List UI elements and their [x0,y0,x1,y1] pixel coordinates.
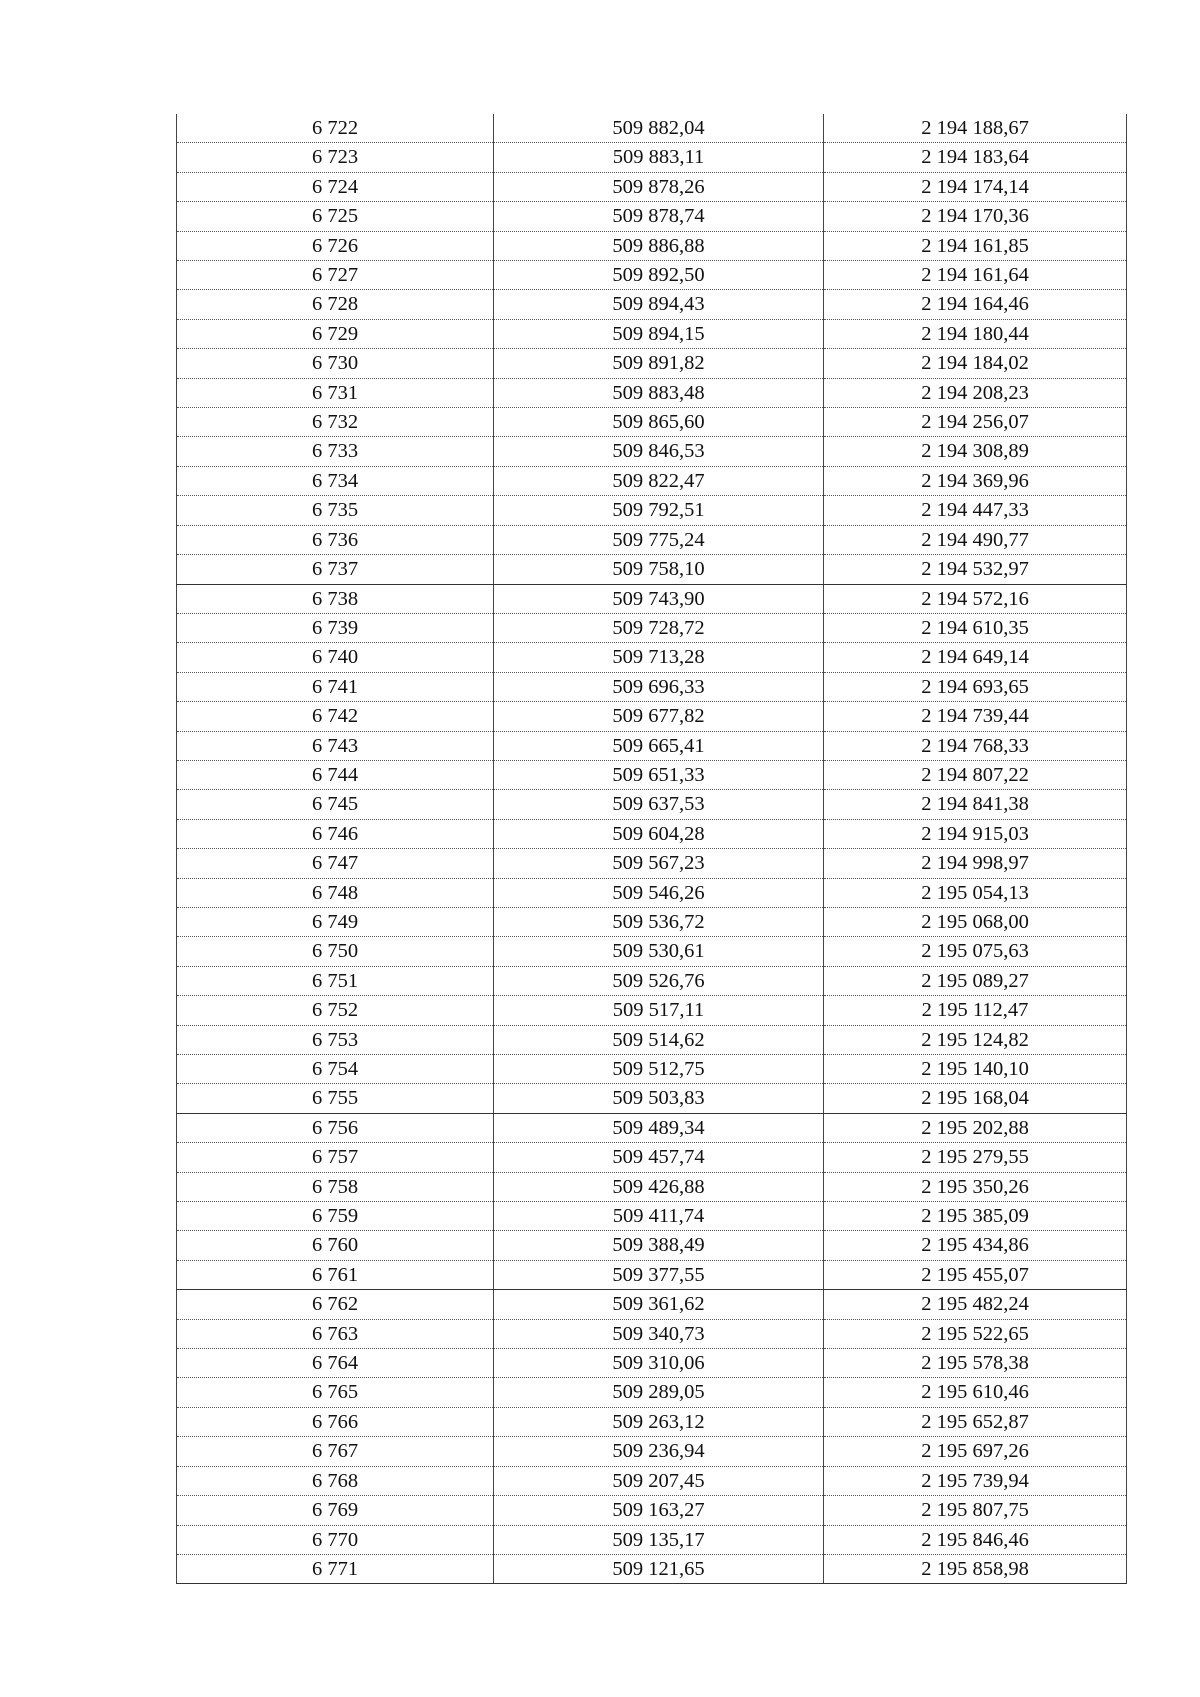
y-coordinate-cell: 2 194 208,23 [824,378,1127,407]
x-coordinate-cell: 509 135,17 [494,1525,824,1554]
table-row [177,1025,1127,1054]
y-coordinate-cell: 2 195 054,13 [824,878,1127,907]
point-number-cell: 6 767 [177,1437,494,1466]
y-coordinate-cell: 2 194 768,33 [824,731,1127,760]
x-coordinate-cell: 509 696,33 [494,672,824,701]
x-coordinate-cell: 509 878,26 [494,172,824,201]
table-row [177,202,1127,231]
point-number-cell: 6 759 [177,1202,494,1231]
x-coordinate-cell: 509 878,74 [494,202,824,231]
x-coordinate-cell: 509 388,49 [494,1231,824,1260]
x-coordinate-cell: 509 517,11 [494,996,824,1025]
y-coordinate-cell: 2 194 183,64 [824,143,1127,172]
y-coordinate-cell: 2 195 455,07 [824,1260,1127,1289]
y-coordinate-cell: 2 194 180,44 [824,319,1127,348]
table-row [177,1349,1127,1378]
y-coordinate-cell: 2 194 739,44 [824,702,1127,731]
y-coordinate-cell: 2 194 841,38 [824,790,1127,819]
point-number-cell: 6 728 [177,290,494,319]
y-coordinate-cell: 2 195 202,88 [824,1113,1127,1142]
x-coordinate-cell: 509 743,90 [494,584,824,613]
table-row [177,1290,1127,1319]
point-number-cell: 6 724 [177,172,494,201]
x-coordinate-cell: 509 604,28 [494,819,824,848]
point-number-cell: 6 762 [177,1290,494,1319]
coordinates-table-body [177,114,1127,1584]
y-coordinate-cell: 2 194 490,77 [824,525,1127,554]
table-row [177,114,1127,143]
y-coordinate-cell: 2 194 610,35 [824,613,1127,642]
y-coordinate-cell: 2 194 693,65 [824,672,1127,701]
table-row [177,996,1127,1025]
point-number-cell: 6 735 [177,496,494,525]
x-coordinate-cell: 509 263,12 [494,1407,824,1436]
x-coordinate-cell: 509 891,82 [494,349,824,378]
y-coordinate-cell: 2 194 164,46 [824,290,1127,319]
x-coordinate-cell: 509 792,51 [494,496,824,525]
x-coordinate-cell: 509 121,65 [494,1554,824,1583]
table-row [177,672,1127,701]
y-coordinate-cell: 2 195 068,00 [824,907,1127,936]
table-row [177,1084,1127,1113]
table-row [177,496,1127,525]
y-coordinate-cell: 2 195 112,47 [824,996,1127,1025]
y-coordinate-cell: 2 194 572,16 [824,584,1127,613]
table-row [177,525,1127,554]
x-coordinate-cell: 509 377,55 [494,1260,824,1289]
x-coordinate-cell: 509 886,88 [494,231,824,260]
y-coordinate-cell: 2 195 610,46 [824,1378,1127,1407]
table-row [177,1260,1127,1289]
x-coordinate-cell: 509 411,74 [494,1202,824,1231]
x-coordinate-cell: 509 892,50 [494,261,824,290]
y-coordinate-cell: 2 195 807,75 [824,1496,1127,1525]
table-row [177,760,1127,789]
point-number-cell: 6 744 [177,760,494,789]
y-coordinate-cell: 2 195 578,38 [824,1349,1127,1378]
x-coordinate-cell: 509 728,72 [494,613,824,642]
point-number-cell: 6 746 [177,819,494,848]
table-row [177,966,1127,995]
y-coordinate-cell: 2 195 846,46 [824,1525,1127,1554]
table-row [177,1525,1127,1554]
y-coordinate-cell: 2 194 256,07 [824,408,1127,437]
coordinates-table [176,114,1127,1584]
x-coordinate-cell: 509 713,28 [494,643,824,672]
point-number-cell: 6 727 [177,261,494,290]
y-coordinate-cell: 2 195 350,26 [824,1172,1127,1201]
table-row [177,319,1127,348]
x-coordinate-cell: 509 546,26 [494,878,824,907]
y-coordinate-cell: 2 195 858,98 [824,1554,1127,1583]
point-number-cell: 6 736 [177,525,494,554]
point-number-cell: 6 754 [177,1055,494,1084]
y-coordinate-cell: 2 195 075,63 [824,937,1127,966]
table-row [177,1554,1127,1583]
y-coordinate-cell: 2 195 697,26 [824,1437,1127,1466]
y-coordinate-cell: 2 194 447,33 [824,496,1127,525]
x-coordinate-cell: 509 489,34 [494,1113,824,1142]
point-number-cell: 6 739 [177,613,494,642]
point-number-cell: 6 748 [177,878,494,907]
x-coordinate-cell: 509 512,75 [494,1055,824,1084]
x-coordinate-cell: 509 530,61 [494,937,824,966]
table-row [177,878,1127,907]
y-coordinate-cell: 2 194 170,36 [824,202,1127,231]
x-coordinate-cell: 509 637,53 [494,790,824,819]
point-number-cell: 6 734 [177,466,494,495]
point-number-cell: 6 750 [177,937,494,966]
point-number-cell: 6 729 [177,319,494,348]
x-coordinate-cell: 509 775,24 [494,525,824,554]
x-coordinate-cell: 509 457,74 [494,1143,824,1172]
y-coordinate-cell: 2 194 174,14 [824,172,1127,201]
point-number-cell: 6 723 [177,143,494,172]
y-coordinate-cell: 2 194 188,67 [824,114,1127,143]
table-row [177,1319,1127,1348]
point-number-cell: 6 771 [177,1554,494,1583]
y-coordinate-cell: 2 195 739,94 [824,1466,1127,1495]
y-coordinate-cell: 2 194 807,22 [824,760,1127,789]
point-number-cell: 6 756 [177,1113,494,1142]
table-row [177,584,1127,613]
point-number-cell: 6 741 [177,672,494,701]
point-number-cell: 6 763 [177,1319,494,1348]
point-number-cell: 6 749 [177,907,494,936]
table-row [177,555,1127,584]
y-coordinate-cell: 2 194 161,85 [824,231,1127,260]
y-coordinate-cell: 2 195 124,82 [824,1025,1127,1054]
y-coordinate-cell: 2 195 168,04 [824,1084,1127,1113]
x-coordinate-cell: 509 882,04 [494,114,824,143]
table-row [177,408,1127,437]
point-number-cell: 6 733 [177,437,494,466]
y-coordinate-cell: 2 195 279,55 [824,1143,1127,1172]
point-number-cell: 6 769 [177,1496,494,1525]
table-row [177,1113,1127,1142]
y-coordinate-cell: 2 194 998,97 [824,849,1127,878]
x-coordinate-cell: 509 207,45 [494,1466,824,1495]
point-number-cell: 6 747 [177,849,494,878]
x-coordinate-cell: 509 361,62 [494,1290,824,1319]
table-row [177,907,1127,936]
x-coordinate-cell: 509 822,47 [494,466,824,495]
point-number-cell: 6 743 [177,731,494,760]
x-coordinate-cell: 509 846,53 [494,437,824,466]
point-number-cell: 6 737 [177,555,494,584]
x-coordinate-cell: 509 894,43 [494,290,824,319]
y-coordinate-cell: 2 194 915,03 [824,819,1127,848]
point-number-cell: 6 752 [177,996,494,1025]
x-coordinate-cell: 509 677,82 [494,702,824,731]
x-coordinate-cell: 509 758,10 [494,555,824,584]
y-coordinate-cell: 2 195 652,87 [824,1407,1127,1436]
x-coordinate-cell: 509 503,83 [494,1084,824,1113]
x-coordinate-cell: 509 426,88 [494,1172,824,1201]
point-number-cell: 6 751 [177,966,494,995]
point-number-cell: 6 731 [177,378,494,407]
point-number-cell: 6 722 [177,114,494,143]
y-coordinate-cell: 2 194 308,89 [824,437,1127,466]
x-coordinate-cell: 509 310,06 [494,1349,824,1378]
y-coordinate-cell: 2 194 649,14 [824,643,1127,672]
x-coordinate-cell: 509 894,15 [494,319,824,348]
y-coordinate-cell: 2 195 482,24 [824,1290,1127,1319]
table-row [177,261,1127,290]
point-number-cell: 6 758 [177,1172,494,1201]
x-coordinate-cell: 509 514,62 [494,1025,824,1054]
point-number-cell: 6 730 [177,349,494,378]
y-coordinate-cell: 2 194 532,97 [824,555,1127,584]
y-coordinate-cell: 2 194 369,96 [824,466,1127,495]
table-row [177,849,1127,878]
table-row [177,1172,1127,1201]
x-coordinate-cell: 509 289,05 [494,1378,824,1407]
point-number-cell: 6 738 [177,584,494,613]
point-number-cell: 6 764 [177,1349,494,1378]
table-row [177,172,1127,201]
x-coordinate-cell: 509 651,33 [494,760,824,789]
table-row [177,643,1127,672]
point-number-cell: 6 725 [177,202,494,231]
point-number-cell: 6 757 [177,1143,494,1172]
table-row [177,819,1127,848]
point-number-cell: 6 761 [177,1260,494,1289]
x-coordinate-cell: 509 567,23 [494,849,824,878]
x-coordinate-cell: 509 236,94 [494,1437,824,1466]
point-number-cell: 6 732 [177,408,494,437]
table-row [177,1143,1127,1172]
table-row [177,1202,1127,1231]
x-coordinate-cell: 509 883,11 [494,143,824,172]
table-row [177,1231,1127,1260]
x-coordinate-cell: 509 526,76 [494,966,824,995]
y-coordinate-cell: 2 195 089,27 [824,966,1127,995]
point-number-cell: 6 766 [177,1407,494,1436]
x-coordinate-cell: 509 665,41 [494,731,824,760]
x-coordinate-cell: 509 536,72 [494,907,824,936]
table-row [177,1496,1127,1525]
point-number-cell: 6 760 [177,1231,494,1260]
table-row [177,143,1127,172]
table-row [177,1466,1127,1495]
table-row [177,1407,1127,1436]
table-row [177,790,1127,819]
y-coordinate-cell: 2 195 522,65 [824,1319,1127,1348]
y-coordinate-cell: 2 194 161,64 [824,261,1127,290]
table-row [177,231,1127,260]
point-number-cell: 6 765 [177,1378,494,1407]
x-coordinate-cell: 509 883,48 [494,378,824,407]
point-number-cell: 6 753 [177,1025,494,1054]
table-row [177,378,1127,407]
point-number-cell: 6 768 [177,1466,494,1495]
table-row [177,937,1127,966]
point-number-cell: 6 742 [177,702,494,731]
y-coordinate-cell: 2 195 434,86 [824,1231,1127,1260]
table-row [177,290,1127,319]
table-row [177,731,1127,760]
table-row [177,613,1127,642]
table-row [177,466,1127,495]
point-number-cell: 6 745 [177,790,494,819]
x-coordinate-cell: 509 163,27 [494,1496,824,1525]
table-row [177,1055,1127,1084]
y-coordinate-cell: 2 195 140,10 [824,1055,1127,1084]
point-number-cell: 6 726 [177,231,494,260]
table-row [177,349,1127,378]
y-coordinate-cell: 2 194 184,02 [824,349,1127,378]
x-coordinate-cell: 509 865,60 [494,408,824,437]
y-coordinate-cell: 2 195 385,09 [824,1202,1127,1231]
x-coordinate-cell: 509 340,73 [494,1319,824,1348]
point-number-cell: 6 740 [177,643,494,672]
point-number-cell: 6 755 [177,1084,494,1113]
table-row [177,1437,1127,1466]
table-row [177,437,1127,466]
table-row [177,702,1127,731]
table-row [177,1378,1127,1407]
point-number-cell: 6 770 [177,1525,494,1554]
